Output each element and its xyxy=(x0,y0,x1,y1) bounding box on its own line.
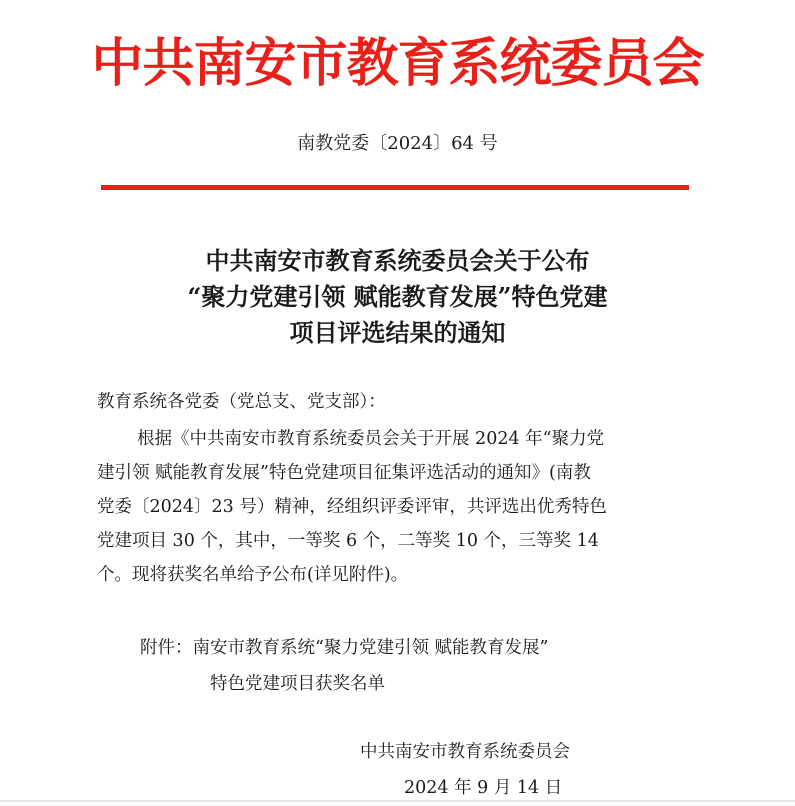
attachment-note xyxy=(140,630,548,702)
masthead-title: 中共南安市教育系统委员会 xyxy=(91,33,704,94)
red-divider-rule xyxy=(101,185,689,190)
signature-block xyxy=(360,734,570,806)
signature-organization: 中共南安市教育系统委员会 xyxy=(360,742,570,762)
body-line: 党建项目 30 个，其中，一等奖 6 个，二等奖 10 个，三等奖 14 xyxy=(97,531,599,551)
body-paragraph xyxy=(97,422,697,592)
attachment-line-1: 附件：南安市教育系统“聚力党建引领 赋能教育发展” xyxy=(140,638,549,658)
salutation: 教育系统各党委（党总支、党支部）： xyxy=(97,392,386,412)
document-number: 南教党委〔2024〕64 号 xyxy=(297,133,498,154)
body-line: 个。现将获奖名单给予公布(详见附件)。 xyxy=(97,565,409,585)
title-line-1: 中共南安市教育系统委员会关于公布 xyxy=(205,246,590,275)
title-line-2: “聚力党建引领 赋能教育发展”特色党建 xyxy=(187,282,608,311)
attachment-line-2: 特色党建项目获奖名单 xyxy=(210,674,385,694)
body-line: 根据《中共南安市教育系统委员会关于开展 2024 年“聚力党 xyxy=(137,429,605,449)
title-line-3: 项目评选结果的通知 xyxy=(289,318,506,347)
body-line: 党委〔2024〕23 号）精神，经组织评委评审，共评选出优秀特色 xyxy=(97,497,607,517)
signature-date: 2024 年 9 月 14 日 xyxy=(404,778,563,798)
body-line: 建引领 赋能教育发展”特色党建项目征集评选活动的通知》(南教 xyxy=(97,463,591,483)
notice-title xyxy=(0,243,795,351)
